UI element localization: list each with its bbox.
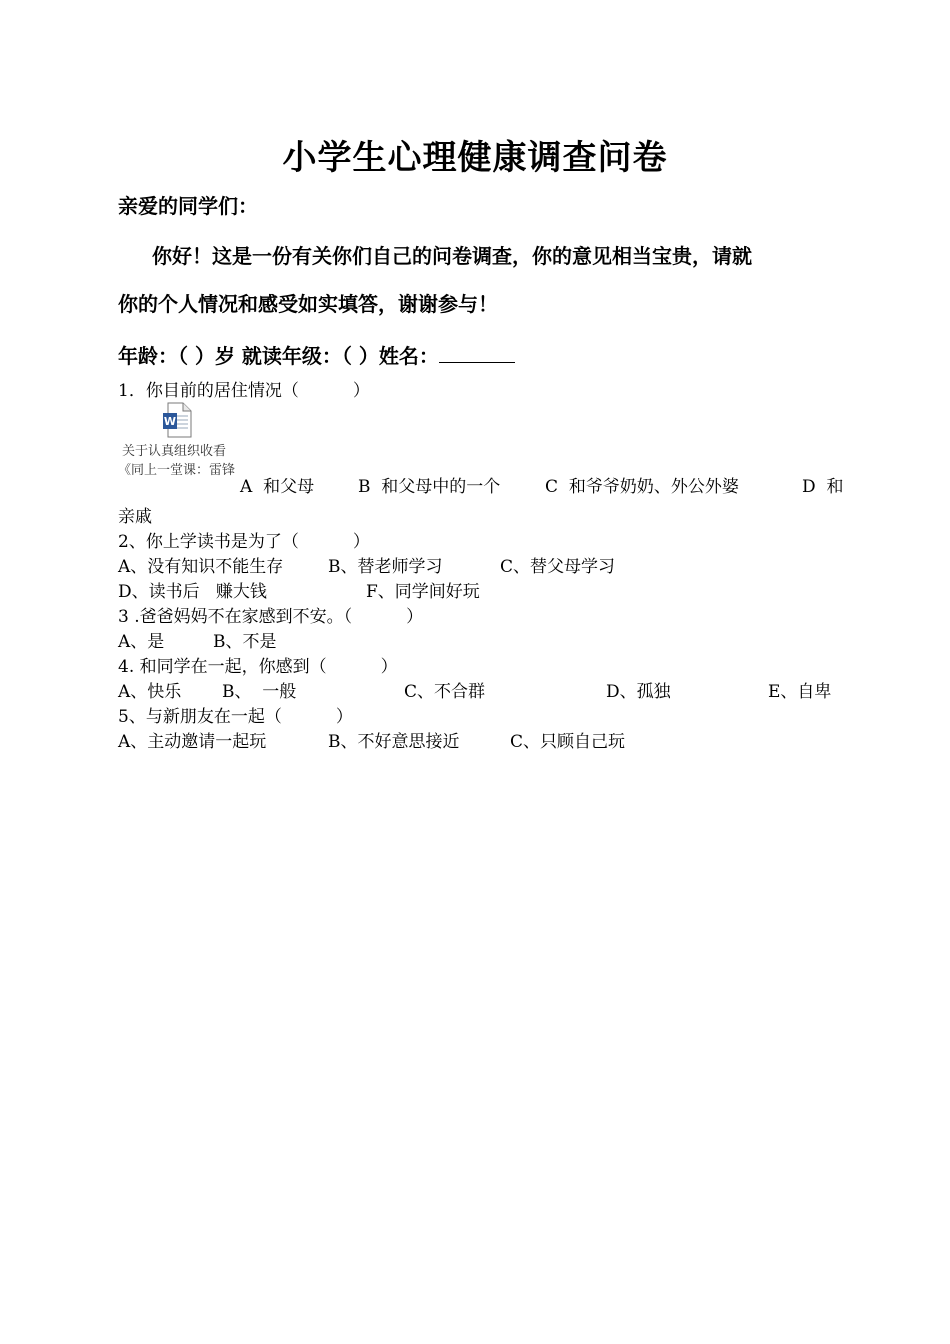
q4-option-a: A、快乐	[118, 682, 182, 702]
word-document-icon	[162, 402, 192, 438]
q1-option-a: A 和父母	[240, 477, 315, 497]
question-1: 1．你目前的居住情况（ ）	[118, 381, 370, 401]
q2-option-d: D、读书后 赚大钱	[118, 582, 267, 602]
q1-option-d: D 和	[802, 477, 844, 497]
question-4: 4. 和同学在一起，你感到（ ）	[118, 657, 398, 677]
intro-line-2: 你的个人情况和感受如实填答，谢谢参与！	[118, 292, 498, 316]
info-line-text: 年龄：（ ）岁 就读年级：（ ）姓名：	[118, 344, 439, 368]
q2-option-b: B、替老师学习	[328, 557, 443, 577]
embedded-caption-2: 《同上一堂课：雷锋	[118, 463, 236, 478]
q4-option-b: B、 一般	[222, 682, 297, 702]
q2-option-a: A、没有知识不能生存	[118, 557, 284, 577]
embedded-document-object[interactable]	[118, 400, 243, 480]
q3-option-b: B、不是	[213, 632, 277, 652]
q2-option-c: C、替父母学习	[500, 557, 616, 577]
q1-option-b: B 和父母中的一个	[358, 477, 501, 497]
intro-line-1: 你好！这是一份有关你们自己的问卷调查，你的意见相当宝贵，请就	[152, 244, 752, 268]
q1-option-d-wrap: 亲戚	[118, 507, 152, 527]
question-3: 3 .爸爸妈妈不在家感到不安。（ ）	[118, 607, 424, 627]
question-2: 2、你上学读书是为了（ ）	[118, 532, 370, 552]
page-title: 小学生心理健康调查问卷	[282, 138, 668, 178]
svg-text:W: W	[163, 415, 177, 428]
q5-option-a: A、主动邀请一起玩	[118, 732, 267, 752]
q1-option-c: C 和爷爷奶奶、外公外婆	[545, 477, 739, 497]
name-blank[interactable]	[439, 342, 515, 363]
q5-option-c: C、只顾自己玩	[510, 732, 626, 752]
embedded-caption-1: 关于认真组织收看	[122, 444, 227, 459]
question-5: 5、与新朋友在一起（ ）	[118, 707, 353, 727]
q3-option-a: A、是	[118, 632, 165, 652]
q4-option-d: D、孤独	[606, 682, 671, 702]
q4-option-e: E、自卑	[768, 682, 832, 702]
q2-option-f: F、同学间好玩	[366, 582, 480, 602]
q5-option-b: B、不好意思接近	[328, 732, 460, 752]
q4-option-c: C、不合群	[404, 682, 486, 702]
info-line	[118, 340, 515, 369]
greeting: 亲爱的同学们：	[118, 194, 258, 218]
